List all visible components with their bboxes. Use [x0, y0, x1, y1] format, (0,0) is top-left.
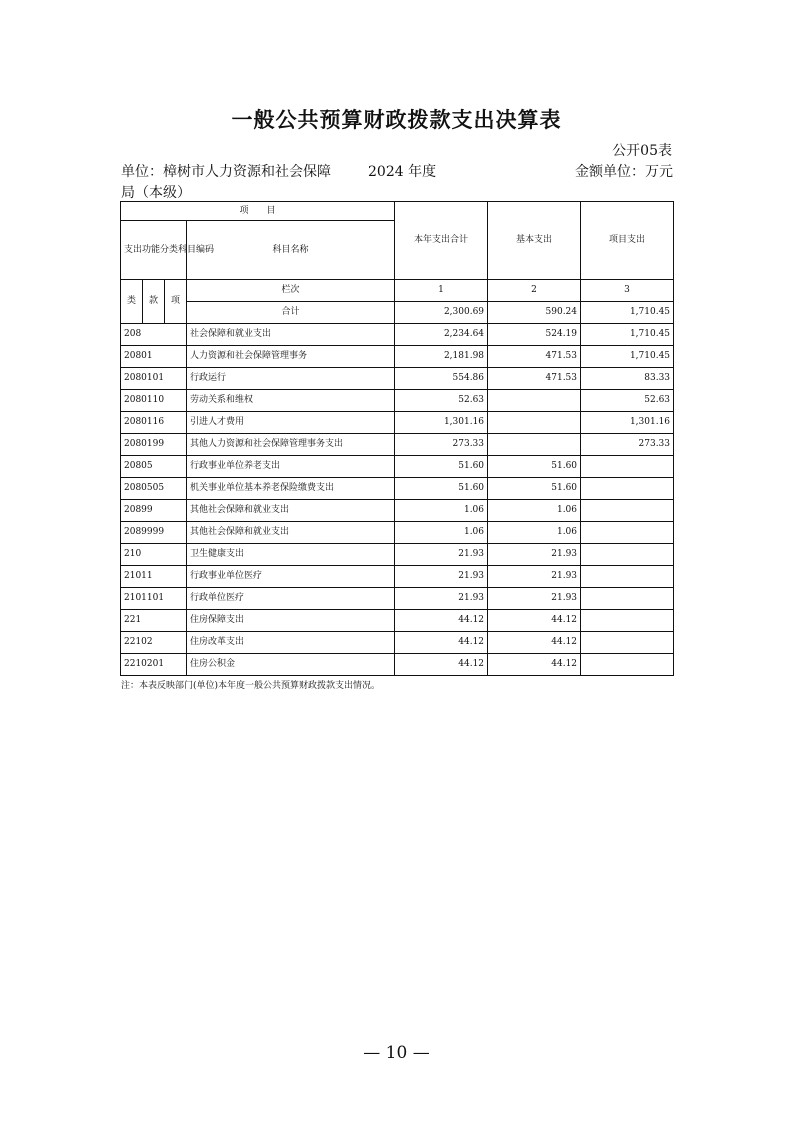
row-total: 21.93 — [395, 588, 488, 610]
header-lei: 类 — [121, 280, 143, 324]
table-row — [121, 390, 674, 412]
form-number: 公开05表 — [612, 143, 672, 159]
row-code: 21011 — [121, 566, 187, 588]
row-code: 2080505 — [121, 478, 187, 500]
row-name: 劳动关系和维权 — [187, 390, 395, 412]
row-total: 1,301.16 — [395, 412, 488, 434]
header-subject-name: 科目名称 — [187, 221, 395, 280]
row-code: 22102 — [121, 632, 187, 654]
total-row — [121, 302, 674, 324]
row-name: 住房改革支出 — [187, 632, 395, 654]
row-project: 273.33 — [581, 434, 674, 456]
total-label: 合计 — [187, 302, 395, 324]
table-row — [121, 456, 674, 478]
unit-line — [121, 161, 673, 181]
row-basic: 44.12 — [488, 610, 581, 632]
header-project: 项目支出 — [581, 202, 674, 280]
row-basic: 21.93 — [488, 566, 581, 588]
row-code: 2089999 — [121, 522, 187, 544]
row-basic: 524.19 — [488, 324, 581, 346]
table-row — [121, 434, 674, 456]
row-basic — [488, 390, 581, 412]
row-project: 83.33 — [581, 368, 674, 390]
table-row — [121, 632, 674, 654]
row-total: 1.06 — [395, 522, 488, 544]
page-title: 一般公共预算财政拨款支出决算表 — [231, 108, 562, 132]
row-project — [581, 500, 674, 522]
row-name: 人力资源和社会保障管理事务 — [187, 346, 395, 368]
row-project: 1,710.45 — [581, 346, 674, 368]
row-name: 社会保障和就业支出 — [187, 324, 395, 346]
table-row — [121, 346, 674, 368]
row-basic: 1.06 — [488, 500, 581, 522]
header-item: 项 目 — [121, 202, 395, 221]
row-total: 1.06 — [395, 500, 488, 522]
row-basic: 21.93 — [488, 544, 581, 566]
row-total: 2,234.64 — [395, 324, 488, 346]
table-row — [121, 324, 674, 346]
row-basic: 471.53 — [488, 368, 581, 390]
row-total: 273.33 — [395, 434, 488, 456]
row-name: 其他社会保障和就业支出 — [187, 500, 395, 522]
total-project: 1,710.45 — [581, 302, 674, 324]
table-note: 注：本表反映部门(单位)本年度一般公共预算财政拨款支出情况。 — [121, 681, 381, 691]
row-total: 2,181.98 — [395, 346, 488, 368]
row-name: 行政单位医疗 — [187, 588, 395, 610]
row-code: 2080116 — [121, 412, 187, 434]
row-code: 221 — [121, 610, 187, 632]
table-row — [121, 566, 674, 588]
fiscal-year: 2024 年度 — [368, 164, 437, 180]
header-row-3 — [121, 280, 674, 302]
expenditure-table — [120, 201, 674, 676]
page-number: — 10 — — [363, 1043, 430, 1063]
row-basic: 1.06 — [488, 522, 581, 544]
row-code: 2080199 — [121, 434, 187, 456]
row-project — [581, 544, 674, 566]
row-name: 其他人力资源和社会保障管理事务支出 — [187, 434, 395, 456]
table-row — [121, 522, 674, 544]
row-name: 卫生健康支出 — [187, 544, 395, 566]
row-basic — [488, 412, 581, 434]
unit-label: 单位：樟树市人力资源和社会保障 — [121, 164, 331, 180]
row-project — [581, 566, 674, 588]
row-code: 2080101 — [121, 368, 187, 390]
row-project: 52.63 — [581, 390, 674, 412]
header-col-3: 3 — [581, 280, 674, 302]
table-row — [121, 368, 674, 390]
row-total: 51.60 — [395, 456, 488, 478]
row-name: 行政运行 — [187, 368, 395, 390]
row-project — [581, 632, 674, 654]
row-project — [581, 522, 674, 544]
row-name: 行政事业单位养老支出 — [187, 456, 395, 478]
total-basic: 590.24 — [488, 302, 581, 324]
row-code: 20801 — [121, 346, 187, 368]
row-basic — [488, 434, 581, 456]
row-total: 44.12 — [395, 610, 488, 632]
row-basic: 44.12 — [488, 654, 581, 676]
table-row — [121, 544, 674, 566]
row-name: 住房保障支出 — [187, 610, 395, 632]
row-code: 20805 — [121, 456, 187, 478]
table-row — [121, 478, 674, 500]
row-name: 引进人才费用 — [187, 412, 395, 434]
row-total: 21.93 — [395, 544, 488, 566]
row-code: 208 — [121, 324, 187, 346]
row-project — [581, 478, 674, 500]
row-project: 1,301.16 — [581, 412, 674, 434]
row-name: 机关事业单位基本养老保险缴费支出 — [187, 478, 395, 500]
header-row-1 — [121, 202, 674, 221]
row-basic: 471.53 — [488, 346, 581, 368]
header-total: 本年支出合计 — [395, 202, 488, 280]
row-code: 2080110 — [121, 390, 187, 412]
unit-label-continued: 局（本级） — [121, 185, 191, 201]
amount-unit: 金额单位：万元 — [575, 164, 673, 180]
header-col-1: 1 — [395, 280, 488, 302]
row-project — [581, 588, 674, 610]
row-basic: 51.60 — [488, 478, 581, 500]
table-row — [121, 412, 674, 434]
header-xiang: 项 — [165, 280, 187, 324]
table-body — [121, 324, 674, 676]
table-row — [121, 500, 674, 522]
row-total: 44.12 — [395, 654, 488, 676]
row-total: 44.12 — [395, 632, 488, 654]
row-basic: 21.93 — [488, 588, 581, 610]
header-lanci: 栏次 — [187, 280, 395, 302]
row-name: 其他社会保障和就业支出 — [187, 522, 395, 544]
row-project — [581, 456, 674, 478]
row-name: 住房公积金 — [187, 654, 395, 676]
row-basic: 44.12 — [488, 632, 581, 654]
row-code: 2101101 — [121, 588, 187, 610]
header-func-code: 支出功能分类科目编码 — [121, 221, 187, 280]
row-total: 554.86 — [395, 368, 488, 390]
row-project — [581, 654, 674, 676]
total-amount: 2,300.69 — [395, 302, 488, 324]
header-col-2: 2 — [488, 280, 581, 302]
header-basic: 基本支出 — [488, 202, 581, 280]
row-total: 21.93 — [395, 566, 488, 588]
header-kuan: 款 — [143, 280, 165, 324]
row-code: 2210201 — [121, 654, 187, 676]
table-row — [121, 610, 674, 632]
row-basic: 51.60 — [488, 456, 581, 478]
row-project: 1,710.45 — [581, 324, 674, 346]
row-total: 51.60 — [395, 478, 488, 500]
row-code: 20899 — [121, 500, 187, 522]
row-name: 行政事业单位医疗 — [187, 566, 395, 588]
row-project — [581, 610, 674, 632]
table-row — [121, 588, 674, 610]
table-row — [121, 654, 674, 676]
row-code: 210 — [121, 544, 187, 566]
row-total: 52.63 — [395, 390, 488, 412]
